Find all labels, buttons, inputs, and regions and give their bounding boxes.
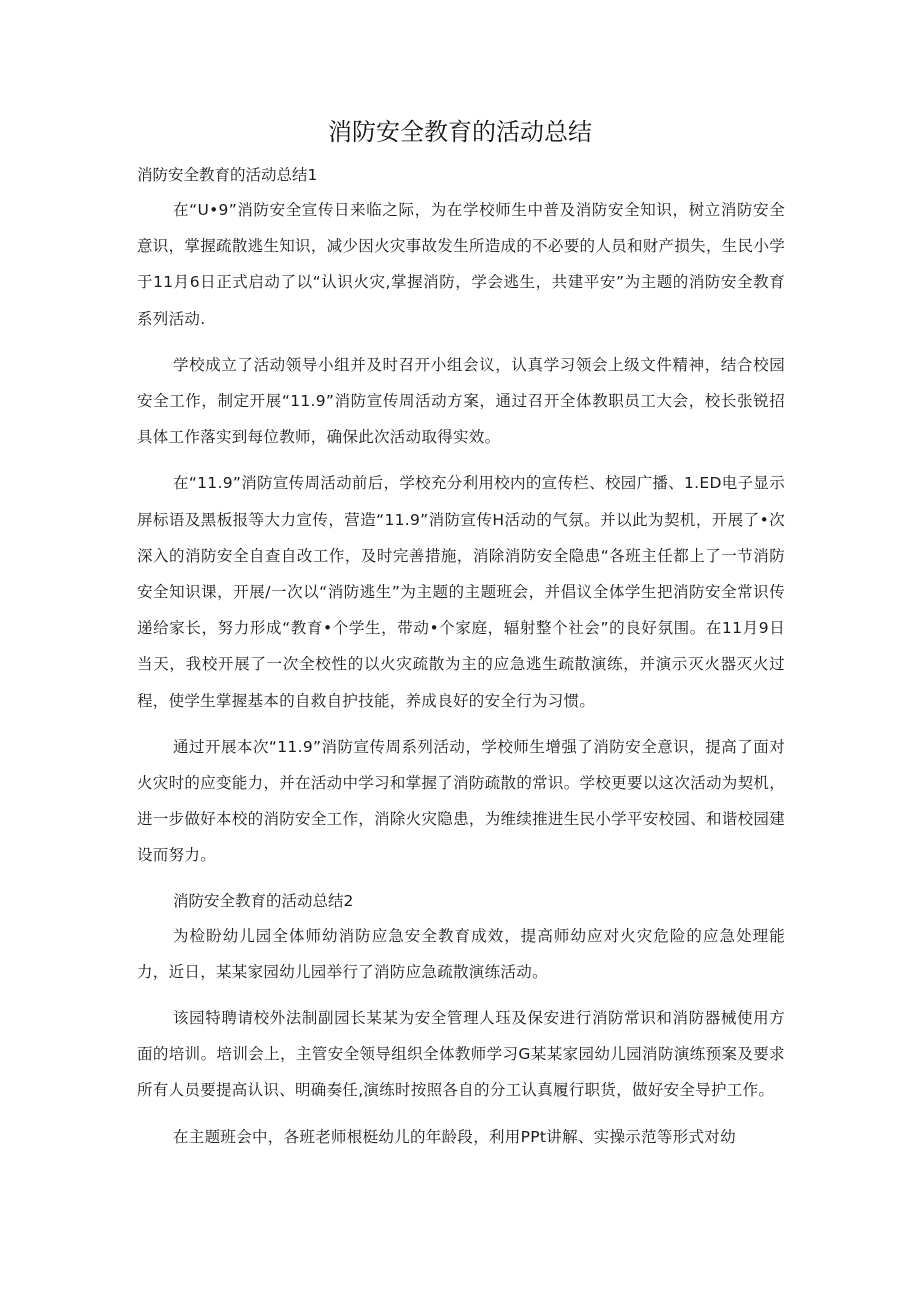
section-2-paragraph-1: 为检盼幼儿园全体师幼消防应急安全教育成效，提高师幼应对火灾危险的应急处理能力，近日，某某家园幼儿园举行了消防应急疏散演练活动。 — [137, 926, 785, 981]
section-1-paragraph-4: 通过开展本次“11.9”消防宣传周系列活动，学校师生增强了消防安全意识，提高了面对火灾时的应变能力，并在活动中学习和掌握了消防疏散的常识。学校更要以这次活动为契机，进一步做好本校的消防安全工作，消除火灾隐患，为维续推进生民小学平安校园、和谐校园建设而努力。 — [137, 737, 785, 865]
document-title: 消防安全教育的活动总结 — [328, 118, 592, 146]
document-body — [137, 158, 785, 1155]
section-1-paragraph-3: 在“11.9”消防宣传周活动前后，学校充分利用校内的宣传栏、校园广播、1.ED电子显示屏标语及黑板报等大力宣传，营造“11.9”消防宣传H活动的气氛。并以此为契机，开展了•次深入的消防安全自查自改工作，及时完善措施，消除消防安全隐患“各班主任都上了一节消防安全知识课，开展/一次以“消防逃生”为主题的主题班会，并倡议全体学生把消防安全常识传递给家长，努力形成“教育•个学生，带动•个家庭，辐射整个社会”的良好氛围。在11月9日当天，我校开展了一次全校性的以火灾疏散为主的应急逃生疏散演练，并演示灭火器灭火过程，使学生掌握基本的自救自护技能，养成良好的安全行为习惯。 — [137, 474, 785, 710]
section-1-paragraph-1: 在“U•9”消防安全宣传日来临之际，为在学校师生中普及消防安全知识，树立消防安全意识，掌握疏散逃生知识，减少因火灾事故发生所造成的不必要的人员和财产损失，生民小学于11月6日正式启动了以“认识火灾,掌握消防，学会逃生，共建平安”为主题的消防安全教育系列活动. — [137, 201, 785, 328]
section-2-paragraph-3: 在主题班会中，各班老师根梃幼儿的年龄段，利用PPt讲解、实操示范等形式对幼 — [173, 1127, 736, 1146]
section-1-heading: 消防安全教育的活动总结1 — [137, 166, 318, 184]
section-2-paragraph-2: 该园特聘请校外法制副园长某某为安全管理人珏及保安进行消防常识和消防器械使用方面的培训。培训会上，主管安全领导组织全体教师学习G某某家园幼儿园消防演练预案及要求所有人员要提高认识、明确奏任,演练时按照各自的分工认真履行职货，做好安全导护工作。 — [137, 1009, 785, 1100]
section-1-paragraph-2: 学校成立了活动领导小组并及时召开小组会议，认真学习领会上级文件精神，结合校园安全工作，制定开展“11.9”消防宣传周活动方案，通过召开全体教职员工大会，校长张锐招具体工作落实到每位教师，确保此次活动取得实效。 — [137, 355, 785, 447]
section-2-heading: 消防安全教育的活动总结2 — [173, 891, 354, 910]
